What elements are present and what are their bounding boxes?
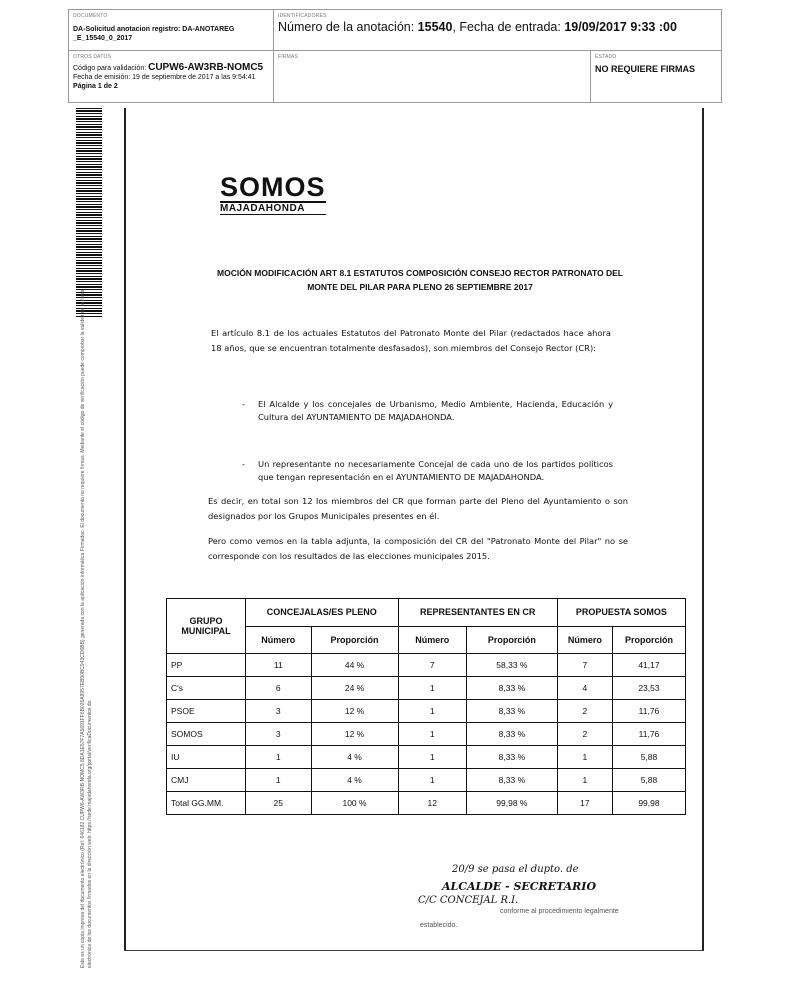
cell-c-prop: 24 % xyxy=(311,677,398,700)
cell-grupo: PP xyxy=(167,654,246,677)
estado-cell xyxy=(591,51,721,102)
codigo-prefix: Código para validación: xyxy=(73,65,149,72)
header-proporcion: Proporción xyxy=(467,626,558,654)
cell-c-num: 3 xyxy=(246,700,312,723)
cell-r-num: 1 xyxy=(398,723,467,746)
cell-grupo: C's xyxy=(167,677,246,700)
header-numero: Número xyxy=(246,626,312,654)
paragraph-2: Es decir, en total son 12 los miembros del CR que forman parte del Pleno del Ayuntamiento o son designados por los Grupos Municipales presentes en él. xyxy=(208,496,628,521)
cell-grupo: IU xyxy=(167,746,246,769)
anotacion-line xyxy=(278,20,717,35)
cell-c-prop: 4 % xyxy=(311,746,398,769)
table-row xyxy=(167,769,686,792)
fecha-prefix: , Fecha de entrada: xyxy=(452,20,565,34)
header-proporcion: Proporción xyxy=(311,626,398,654)
cell-p-prop: 5,88 xyxy=(612,746,685,769)
firmas-label: FIRMAS xyxy=(278,54,299,60)
cell-r-prop: 8,33 % xyxy=(467,769,558,792)
documento-value: DA-Solicitud anotacion registro: DA-ANOTAREG _E_15540_0_2017 xyxy=(73,26,235,42)
handwritten-note-line2: ALCALDE - SECRETARIO xyxy=(442,880,597,893)
documento-cell xyxy=(69,10,274,51)
cell-p-num: 4 xyxy=(557,677,612,700)
cell-r-prop: 58,33 % xyxy=(467,654,558,677)
cell-c-prop: 100 % xyxy=(311,792,398,815)
cell-r-num: 12 xyxy=(398,792,467,815)
cell-p-prop: 5,88 xyxy=(612,769,685,792)
cell-r-num: 1 xyxy=(398,677,467,700)
firmas-cell xyxy=(274,51,591,102)
table-row xyxy=(167,746,686,769)
cell-p-prop: 23,53 xyxy=(612,677,685,700)
cell-c-prop: 12 % xyxy=(311,700,398,723)
otros-datos-cell xyxy=(69,51,274,102)
barcode-image xyxy=(76,108,102,318)
cell-r-prop: 8,33 % xyxy=(467,700,558,723)
cell-c-num: 6 xyxy=(246,677,312,700)
header-numero: Número xyxy=(557,626,612,654)
cell-p-prop: 11,76 xyxy=(612,700,685,723)
paragraph-1: El artículo 8.1 de los actuales Estatutos del Patronato Monte del Pilar (redactados hace ahora 18 años, que se encuentran totalmente desfasados), son miembros del Consejo Rector (CR): xyxy=(211,328,611,353)
motion-title: MOCIÓN MODIFICACIÓN ART 8.1 ESTATUTOS COMPOSICIÓN CONSEJO RECTOR PATRONATO DEL MONTE DEL PILAR PARA PLENO 26 SEPTIEMBRE 2017 xyxy=(217,268,623,292)
header-proporcion: Proporción xyxy=(612,626,685,654)
scanned-page-frame xyxy=(124,108,704,951)
paragraph-3: Pero como vemos en la tabla adjunta, la composición del CR del "Patronato Monte del Pilar" no se corresponde con los resultados de las elecciones municipales 2015. xyxy=(208,536,628,561)
cell-r-num: 1 xyxy=(398,769,467,792)
estado-value: NO REQUIERE FIRMAS xyxy=(595,64,696,74)
cell-p-num: 1 xyxy=(557,746,612,769)
codigo-line xyxy=(73,63,269,73)
bullet-item-2: - Un representante no necesariamente Concejal de cada uno de los partidos políticos que tengan representación en el AYUNTAMIENTO DE MAJADAHONDA. xyxy=(242,459,613,482)
header-concejales: CONCEJALAS/ES PLENO xyxy=(246,599,399,627)
cell-p-num: 17 xyxy=(557,792,612,815)
documento-label: DOCUMENTO xyxy=(73,13,108,19)
stamp-text-1: conforme al procedimiento legalmente xyxy=(500,908,619,915)
logo-line1: SOMOS xyxy=(220,172,326,202)
identificadores-cell xyxy=(274,10,721,51)
bullet-text-2: Un representante no necesariamente Concejal de cada uno de los partidos políticos que tengan representación en el AYUNTAMIENTO DE MAJADAHONDA. xyxy=(258,459,613,482)
composition-table xyxy=(166,598,686,815)
cell-r-num: 1 xyxy=(398,746,467,769)
cell-p-num: 2 xyxy=(557,723,612,746)
pagina-indicator: Página 1 de 2 xyxy=(73,83,118,90)
verification-side-text: Este es un copia impresa del documento electrónico (Ref: 646182 CUPW6-AW3RB-NOMC5 8DA1E57F7A5691FF6B026A9957EB50BC943CD6BB) generada con la aplicación informática Firmadoc. El documento no requiere firmas. Mediante el código de verificación puede comprobar la validez de la firma electrónica de los documentos firmados en la dirección web: https://sede.majadahonda.org/portal/verificaDocumentos.do xyxy=(80,289,93,968)
table-row xyxy=(167,700,686,723)
fecha-value: 19/09/2017 9:33 :00 xyxy=(564,20,677,34)
cell-p-num: 7 xyxy=(557,654,612,677)
cell-p-prop: 11,76 xyxy=(612,723,685,746)
cell-r-prop: 8,33 % xyxy=(467,677,558,700)
cell-c-num: 1 xyxy=(246,746,312,769)
cell-c-num: 25 xyxy=(246,792,312,815)
table-row xyxy=(167,723,686,746)
identificadores-label: IDENTIFICADORES xyxy=(278,13,327,19)
cell-r-num: 1 xyxy=(398,700,467,723)
cell-c-num: 11 xyxy=(246,654,312,677)
header-propuesta: PROPUESTA SOMOS xyxy=(557,599,685,627)
cell-r-prop: 8,33 % xyxy=(467,723,558,746)
cell-c-prop: 44 % xyxy=(311,654,398,677)
bullet-text-1: El Alcalde y los concejales de Urbanismo, Medio Ambiente, Hacienda, Educación y Cultura del AYUNTAMIENTO DE MAJADAHONDA. xyxy=(258,399,613,422)
fecha-emision: Fecha de emisión: 19 de septiembre de 2017 a las 9:54:41 xyxy=(73,74,256,81)
cell-p-num: 2 xyxy=(557,700,612,723)
anotacion-prefix: Número de la anotación: xyxy=(278,20,418,34)
header-representantes: REPRESENTANTES EN CR xyxy=(398,599,557,627)
cell-p-num: 1 xyxy=(557,769,612,792)
cell-grupo: CMJ xyxy=(167,769,246,792)
otros-label: OTROS DATOS xyxy=(73,54,112,60)
table-row xyxy=(167,677,686,700)
handwritten-note-line3: C/C CONCEJAL R.I. xyxy=(418,895,519,906)
table-row xyxy=(167,654,686,677)
anotacion-number: 15540 xyxy=(417,20,453,34)
table-row xyxy=(167,792,686,815)
handwritten-note-line1: 20/9 se pasa el dupto. de xyxy=(452,864,579,875)
somos-logo xyxy=(220,173,326,215)
codigo-value: CUPW6-AW3RB-NOMC5 xyxy=(148,62,264,73)
cell-c-prop: 4 % xyxy=(311,769,398,792)
estado-label: ESTADO xyxy=(595,54,617,60)
table-header-row-1 xyxy=(167,599,686,627)
cell-r-prop: 99,98 % xyxy=(467,792,558,815)
cell-c-prop: 12 % xyxy=(311,723,398,746)
document-header xyxy=(68,9,722,103)
cell-r-prop: 8,33 % xyxy=(467,746,558,769)
logo-line2: MAJADAHONDA xyxy=(220,201,326,215)
cell-p-prop: 41,17 xyxy=(612,654,685,677)
cell-grupo: Total GG.MM. xyxy=(167,792,246,815)
stamp-text-2: establecido. xyxy=(420,922,458,929)
cell-grupo: SOMOS xyxy=(167,723,246,746)
header-grupo: GRUPO MUNICIPAL xyxy=(167,599,246,654)
cell-p-prop: 99,98 xyxy=(612,792,685,815)
cell-grupo: PSOE xyxy=(167,700,246,723)
bullet-item-1: - El Alcalde y los concejales de Urbanismo, Medio Ambiente, Hacienda, Educación y Cultura del AYUNTAMIENTO DE MAJADAHONDA. xyxy=(242,399,613,422)
header-numero: Número xyxy=(398,626,467,654)
cell-c-num: 1 xyxy=(246,769,312,792)
cell-c-num: 3 xyxy=(246,723,312,746)
cell-r-num: 7 xyxy=(398,654,467,677)
